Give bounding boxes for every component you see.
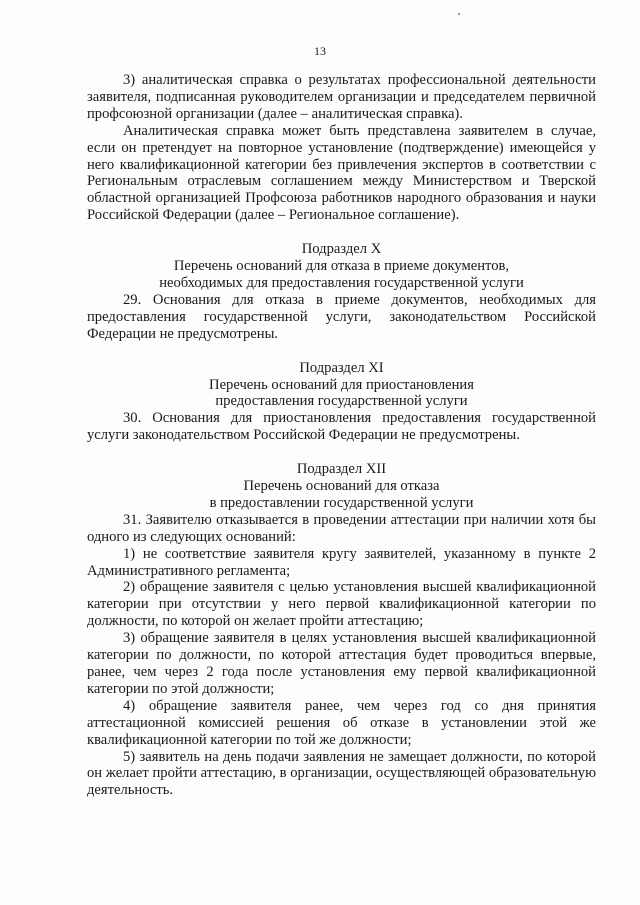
paragraph-analytical-report: 3) аналитическая справка о результатах профессиональной деятельности заявителя, подписанная руководителем организации и председателем первичной профсоюзной организации (далее – аналитическая справка).: [87, 72, 596, 122]
page-number: 13: [314, 44, 326, 58]
section-xii-title: Подраздел XII: [296, 461, 387, 478]
list-item-4: 4) обращение заявителя ранее, чем через год со дня принятия аттестационной комиссией решения об отказе в установлении этой же квалификационной категории по той же должности;: [87, 697, 596, 748]
section-x: [87, 241, 596, 342]
scan-speck: [458, 13, 460, 15]
list-item-3: 3) обращение заявителя в целях установления высшей квалификационной категории по должности, по которой аттестация будет проводиться впервые, ранее, чем через 2 года после установления ему первой квалификационной категории по этой должности;: [87, 630, 596, 697]
paragraph-30: 30. Основания для приостановления предоставления государственной услуги законодательством Российской Федерации не предусмотрены.: [87, 410, 596, 444]
list-item-5: 5) заявитель на день подачи заявления не замещает должности, по которой он желает пройти аттестацию, в организации, осуществляющей образовательную деятельность.: [87, 748, 596, 799]
section-xii-heading-line-1: Перечень оснований для отказа: [243, 478, 440, 495]
document-body: [87, 72, 596, 799]
list-item-2: 2) обращение заявителя с целью установления высшей квалификационной категории при отсутствии у него первой квалификационной категории по должности, по которой он желает пройти аттестацию;: [87, 579, 596, 630]
paragraph-analytical-report-note: Аналитическая справка может быть представлена заявителем в случае, если он претендует на повторное установление (подтверждение) имеющейся у него квалификационной категории без привлечения экспертов в соответствии с Региональным отраслевым соглашением между Министерством и Тверской областной организацией Профсоюза работников народного образования и науки Российской Федерации (далее – Региональное соглашение).: [87, 122, 596, 224]
section-x-heading-line-2: необходимых для предоставления государственной услуги: [159, 274, 524, 291]
section-x-title: Подраздел X: [301, 241, 382, 258]
section-xi-heading-line-2: предоставления государственной услуги: [215, 393, 468, 410]
spacer: [87, 224, 596, 241]
section-xii: [87, 461, 596, 799]
spacer: [87, 444, 596, 461]
section-xii-heading-line-2: в предоставлении государственной услуги: [209, 494, 474, 511]
section-xi-heading-line-1: Перечень оснований для приостановления: [209, 376, 474, 393]
list-item-1: 1) не соответствие заявителя кругу заявителей, указанному в пункте 2 Административного регламента;: [87, 545, 596, 579]
paragraph-29: 29. Основания для отказа в приеме документов, необходимых для предоставления государственной услуги, законодательством Российской Федерации не предусмотрены.: [87, 291, 596, 342]
section-xi-title: Подраздел XI: [299, 359, 384, 376]
paragraph-31: 31. Заявителю отказывается в проведении аттестации при наличии хотя бы одного из следующих оснований:: [87, 511, 596, 545]
spacer: [87, 343, 596, 360]
section-x-heading-line-1: Перечень оснований для отказа в приеме документов,: [173, 258, 510, 275]
section-xi: [87, 360, 596, 445]
